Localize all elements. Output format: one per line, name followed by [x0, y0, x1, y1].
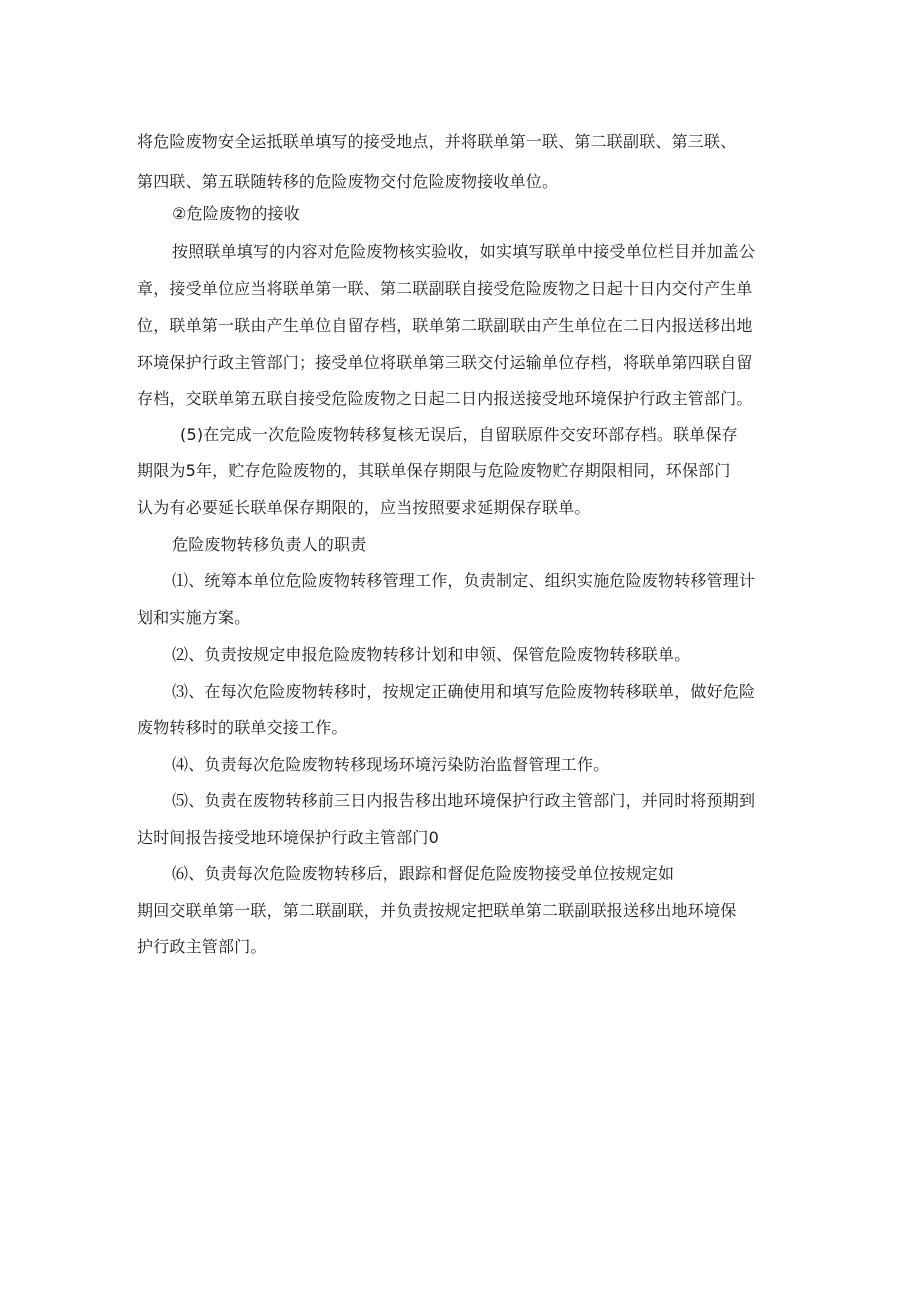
- paragraph-line: 按照联单填写的内容对危险废物核实验收，如实填写联单中接受单位栏目并加盖公: [172, 242, 756, 261]
- list-item: ⑷、负责每次危险废物转移现场环境污染防治监督管理工作。: [172, 755, 610, 774]
- list-item-continuation: 废物转移时的联单交接工作。: [137, 718, 348, 737]
- paragraph-line: 位，联单第一联由产生单位自留存档，联单第二联副联由产生单位在二日内报送移出地: [137, 316, 753, 335]
- list-item: ⑵、负责按规定申报危险废物转移计划和申领、保管危险废物转移联单。: [172, 645, 691, 664]
- list-item-continuation: 达时间报告接受地环境保护行政主管部门0: [137, 828, 439, 847]
- list-item: ⑹、负责每次危险废物转移后，跟踪和督促危险废物接受单位按规定如: [172, 864, 675, 883]
- paragraph-line: 第四联、第五联随转移的危险废物交付危险废物接收单位。: [137, 172, 559, 191]
- paragraph-line: 章，接受单位应当将联单第一联、第二联副联自接受危险废物之日起十日内交付产生单: [137, 279, 753, 298]
- list-item: ⑴、统筹本单位危险废物转移管理工作，负责制定、组织实施危险废物转移管理计: [172, 571, 756, 590]
- paragraph-line: (5)在完成一次危险废物转移复核无误后，自留联原件交安环部存档。联单保存: [180, 425, 738, 444]
- section-heading: ②危险废物的接收: [172, 204, 300, 223]
- list-item: ⑶、在每次危险废物转移时，按规定正确使用和填写危险废物转移联单，做好危险: [172, 682, 756, 701]
- paragraph-line: 环境保护行政主管部门；接受单位将联单第三联交付运输单位存档，将联单第四联自留: [137, 353, 753, 372]
- paragraph-line: 期限为5年，贮存危险废物的，其联单保存期限与危险废物贮存期限相同，环保部门: [137, 461, 731, 480]
- list-item: ⑸、负责在废物转移前三日内报告移出地环境保护行政主管部门，并同时将预期到: [172, 791, 756, 810]
- list-item-continuation: 划和实施方案。: [137, 608, 251, 627]
- paragraph-line: 将危险废物安全运抵联单填写的接受地点，并将联单第一联、第二联副联、第三联、: [137, 132, 737, 151]
- list-item-continuation: 期回交联单第一联，第二联副联，并负责按规定把联单第二联副联报送移出地环境保: [137, 901, 737, 920]
- paragraph-line: 认为有必要延长联单保存期限的，应当按照要求延期保存联单。: [137, 498, 591, 517]
- section-heading: 危险废物转移负责人的职责: [172, 535, 367, 554]
- list-item-continuation: 护行政主管部门。: [137, 937, 267, 956]
- paragraph-line: 存档，交联单第五联自接受危险废物之日起二日内报送接受地环境保护行政主管部门。: [137, 389, 753, 408]
